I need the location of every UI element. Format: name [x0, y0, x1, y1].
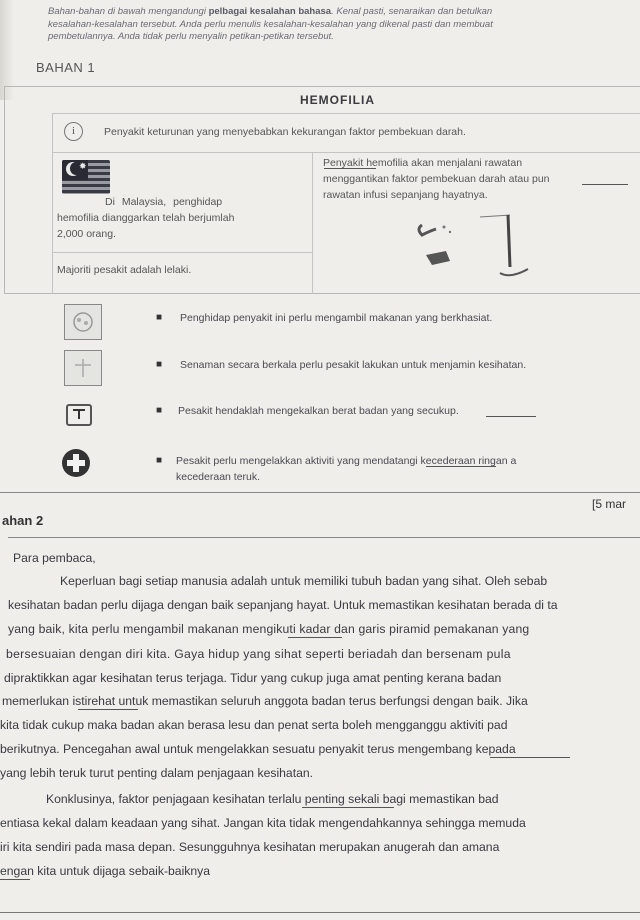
error-underline [288, 637, 342, 638]
passage-line: memerlukan istirehat untuk memastikan seluruh anggota badan terus berfungsi dengan baik. Jika [2, 694, 528, 708]
star-icon: ✸ [79, 161, 87, 171]
poster-right-line: Penyakit hemofilia akan menjalani rawatan [323, 157, 523, 169]
section-rule [0, 492, 640, 493]
passage-line: dipraktikkan agar kesihatan terus terjaga. Tidur yang cukup juga amat penting kerana badan [4, 671, 502, 685]
error-underline [302, 807, 394, 808]
first-aid-cross-icon [62, 449, 90, 477]
poster-divider [52, 152, 640, 153]
passage-line: entiasa kekal dalam keadaan yang sihat. Jangan kita tidak mengendahkannya sehingga memuda [0, 816, 526, 830]
error-underline [0, 879, 30, 880]
bullet-dot: ■ [156, 359, 163, 370]
poster-right-line: rawatan infusi sepanjang hayatnya. [323, 189, 488, 201]
passage-line: iri kita sendiri pada masa depan. Sesungguhnya kesihatan merupakan anugerah dan amana [0, 840, 500, 854]
passage-line: Keperluan bagi setiap manusia adalah untuk memiliki tubuh badan yang sihat. Oleh sebab [60, 574, 548, 588]
bullet-text: Pesakit perlu mengelakkan aktiviti yang mendatangi kecederaan ringan a [176, 455, 517, 467]
bahan2-label: ahan 2 [2, 513, 44, 528]
poster-divider [52, 113, 640, 114]
instr-bold: pelbagai kesalahan bahasa [208, 6, 332, 17]
poster-divider [52, 152, 53, 294]
passage-line: Para pembaca, [13, 551, 96, 565]
passage-top-rule [8, 537, 640, 538]
error-underline [324, 168, 376, 169]
bottom-rule [0, 912, 640, 913]
poster-left-line: hemofilia dianggarkan telah berjumlah [57, 212, 235, 224]
poster-divider [52, 252, 312, 253]
passage-line: kita tidak cukup maka badan akan berasa lesu dan penat serta boleh mengganggu aktiviti pad [0, 718, 508, 732]
info-icon: i [64, 122, 83, 141]
marks-label: [5 mar [592, 497, 627, 511]
error-underline [486, 416, 536, 417]
passage-line: bersesuaian dengan diri kita. Gaya hidup yang sihat seperti beriadah dan bersenam pula [6, 647, 511, 661]
passage-line: yang lebih teruk turut penting dalam penjagaan kesihatan. [0, 766, 314, 780]
bullet-text: kecederaan teruk. [176, 471, 261, 483]
instr-line-3: pembetulannya. Anda tidak perlu menyalin petikan-petikan tersebut. [48, 31, 334, 42]
poster-divider [52, 113, 53, 153]
error-underline [490, 757, 570, 758]
passage-line: kesihatan badan perlu dijaga dengan baik sepanjang hayat. Untuk memastikan kesihatan berada di ta [8, 598, 558, 612]
passage-line: engan kita untuk dijaga sebaik-baiknya [0, 864, 211, 878]
weight-scale-icon [66, 404, 92, 426]
poster-divider [312, 152, 313, 294]
exercise-icon [64, 350, 102, 386]
food-icon [64, 304, 102, 340]
bullet-text: Pesakit hendaklah mengekalkan berat badan yang secukup. [178, 405, 459, 417]
page-shadow [0, 0, 14, 100]
bullet-dot: ■ [156, 312, 163, 323]
poster-intro: Penyakit keturunan yang menyebabkan kekurangan faktor pembekuan darah. [104, 126, 466, 138]
bullet-text: Penghidap penyakit ini perlu mengambil makanan yang berkhasiat. [180, 312, 493, 324]
bullet-dot: ■ [156, 455, 163, 466]
passage-line: Konklusinya, faktor penjagaan kesihatan terlalu penting sekali bagi memastikan bad [46, 792, 499, 806]
bullet-text: Senaman secara berkala perlu pesakit lakukan untuk menjamin kesihatan. [180, 359, 527, 371]
instr-text: . Kenal pasti, senaraikan dan betulkan [331, 6, 493, 17]
error-underline [426, 466, 496, 467]
passage-line: berikutnya. Pencegahan awal untuk mengelakkan sesuatu penyakit terus mengembang kepada [0, 742, 516, 756]
passage-line: yang baik, kita perlu mengambil makanan mengikuti kadar dan garis piramid pemakanan yang [8, 622, 530, 636]
poster-left-line: Di Malaysia, penghidap [105, 196, 223, 208]
instr-line-2: kesalahan-kesalahan tersebut. Anda perlu menulis kesalahan-kesalahan yang dikenal pasti dan membuat [48, 18, 493, 30]
poster-right-line: menggantikan faktor pembekuan darah atau pun [323, 173, 550, 185]
poster-title: HEMOFILIA [300, 93, 375, 107]
bahan1-label: BAHAN 1 [36, 60, 96, 75]
poster-majority: Majoriti pesakit adalah lelaki. [57, 264, 192, 276]
poster-left-line: 2,000 orang. [57, 228, 116, 240]
instructions [48, 6, 638, 44]
error-underline [78, 709, 138, 710]
iv-drip-illustration [400, 205, 570, 290]
error-underline [582, 184, 628, 185]
bullet-dot: ■ [156, 405, 163, 416]
instr-text: Bahan-bahan di bawah mengandungi [48, 6, 209, 17]
